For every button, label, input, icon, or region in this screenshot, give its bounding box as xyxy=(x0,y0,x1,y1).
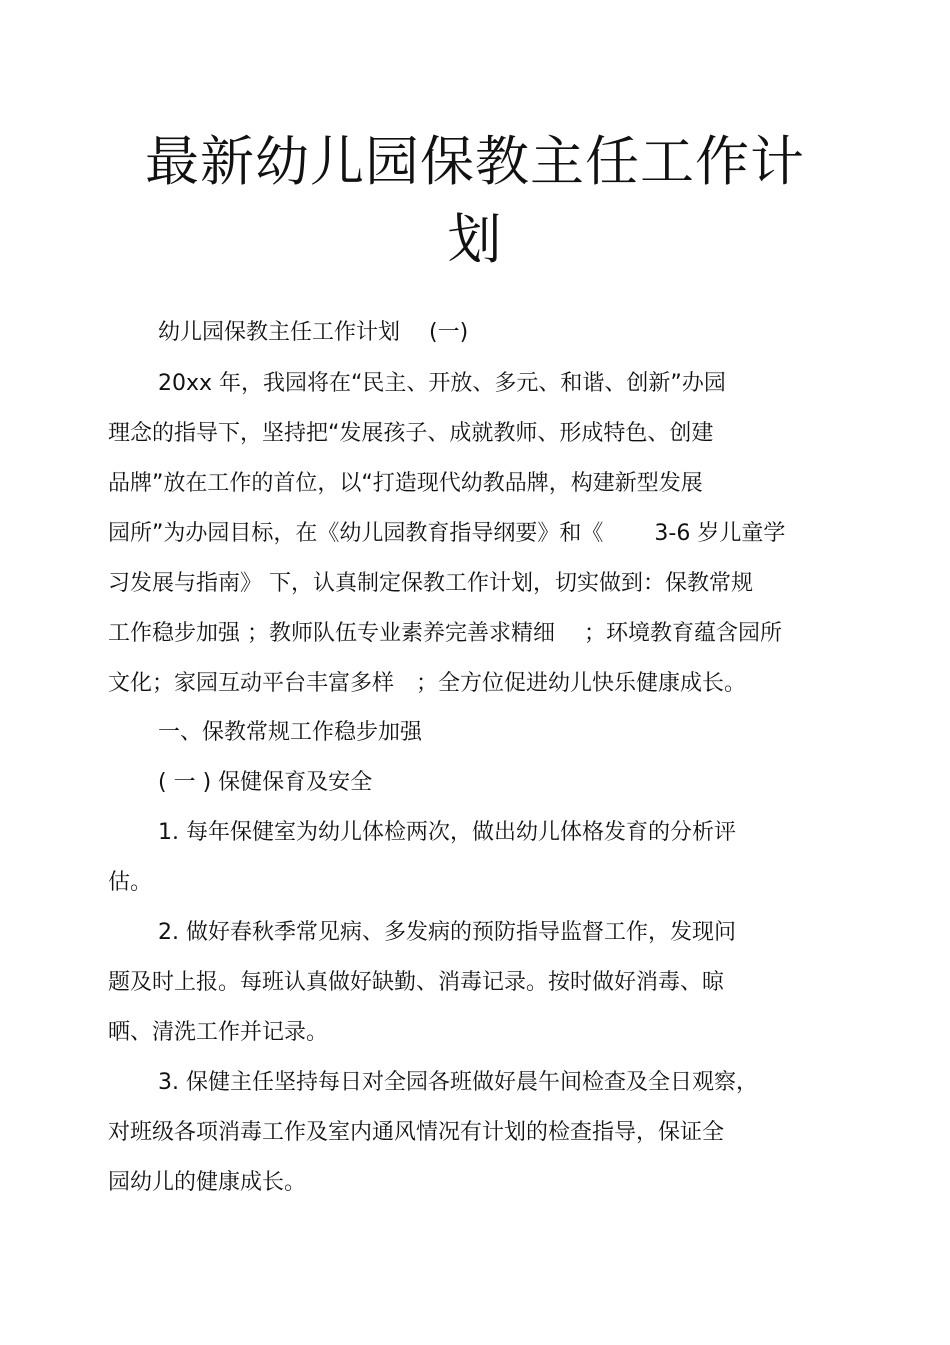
document-title-line-1: 最新幼儿园保教主任工作计 xyxy=(145,130,805,193)
list-item-line: 园幼儿的健康成长。 xyxy=(108,1170,307,1195)
paragraph-line: 理念的指导下，坚持把“发展孩子、成就教师、形成特色、创建 xyxy=(108,421,714,446)
document-title-line-2: 划 xyxy=(447,208,503,271)
paragraph-line: 工作稳步加强 ；教师队伍专业素养完善求精细 ；环境教育蕴含园所 xyxy=(108,621,782,646)
section-heading: 幼儿园保教主任工作计划 (一) xyxy=(158,320,469,345)
list-item-line: 1. 每年保健室为幼儿体检两次，做出幼儿体格发育的分析评 xyxy=(158,820,736,845)
list-item-line: 晒、清洗工作并记录。 xyxy=(108,1020,329,1045)
list-item-line: 估。 xyxy=(108,870,153,895)
list-item-line: 3. 保健主任坚持每日对全园各班做好晨午间检查及全日观察， xyxy=(158,1070,758,1095)
paragraph-line: 习发展与指南》 下，认真制定保教工作计划，切实做到：保教常规 xyxy=(108,571,753,596)
section-heading: 一、保教常规工作稳步加强 xyxy=(158,720,423,745)
list-item-line: 题及时上报。每班认真做好缺勤、消毒记录。按时做好消毒、晾 xyxy=(108,970,725,995)
list-item-line: 对班级各项消毒工作及室内通风情况有计划的检查指导，保证全 xyxy=(108,1120,725,1145)
subsection-heading: ( 一 ) 保健保育及安全 xyxy=(158,770,373,795)
paragraph-line: 园所”为办园目标，在《幼儿园教育指导纲要》和《 3-6 岁儿童学 xyxy=(108,521,786,546)
paragraph-line: 品牌”放在工作的首位，以“打造现代幼教品牌，构建新型发展 xyxy=(108,471,703,496)
paragraph-line: 20xx 年，我园将在“民主、开放、多元、和谐、创新”办园 xyxy=(158,371,726,396)
list-item-line: 2. 做好春秋季常见病、多发病的预防指导监督工作，发现问 xyxy=(158,920,736,945)
paragraph-line: 文化；家园互动平台丰富多样 ；全方位促进幼儿快乐健康成长。 xyxy=(108,671,747,696)
